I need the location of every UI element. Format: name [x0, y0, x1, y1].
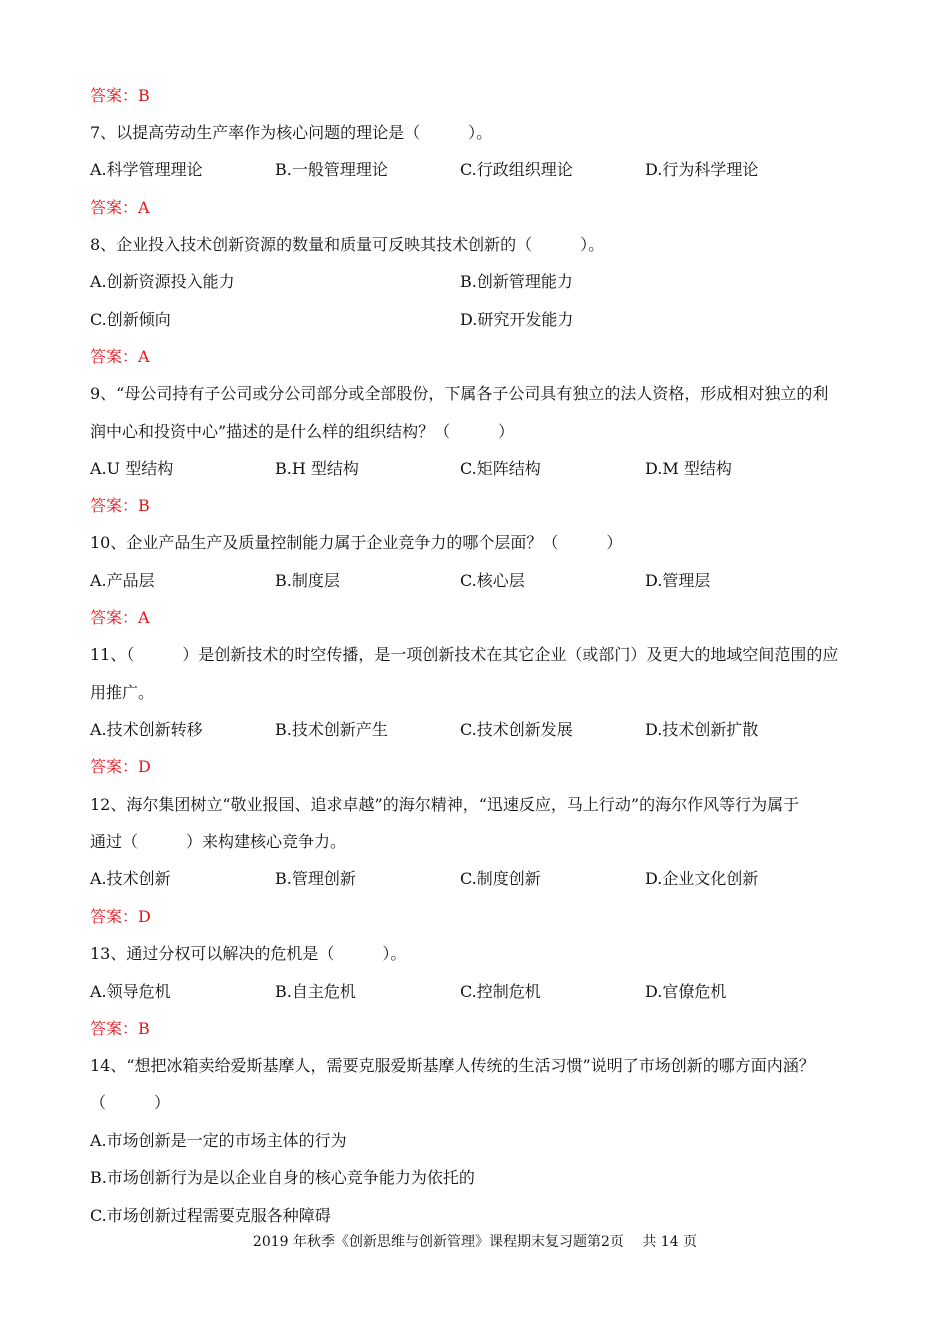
q8-option-b: B.创新管理能力	[460, 272, 573, 291]
question-14-line-1: 14、“想把冰箱卖给爱斯基摩人，需要克服爱斯基摩人传统的生活习惯”说明了市场创新的哪方面内涵？	[90, 1056, 815, 1075]
q12-option-a: A.技术创新	[90, 869, 171, 888]
question-11-line-1: 11、（ ）是创新技术的时空传播，是一项创新技术在其它企业（或部门）及更大的地域空间范围的应	[90, 645, 839, 664]
q11-option-a: A.技术创新转移	[90, 720, 203, 739]
answer-6: 答案：B	[90, 86, 150, 105]
answer-11: 答案：D	[90, 757, 151, 776]
q14-option-b: B.市场创新行为是以企业自身的核心竞争能力为依托的	[90, 1168, 475, 1187]
q8-option-d: D.研究开发能力	[460, 310, 574, 329]
q10-option-d: D.管理层	[645, 571, 711, 590]
q11-option-b: B.技术创新产生	[275, 720, 388, 739]
answer-9: 答案：B	[90, 496, 150, 515]
q7-option-d: D.行为科学理论	[645, 160, 759, 179]
q13-option-d: D.官僚危机	[645, 982, 727, 1001]
question-10: 10、企业产品生产及质量控制能力属于企业竞争力的哪个层面？（ ）	[90, 533, 623, 552]
answer-8: 答案：A	[90, 347, 150, 366]
q8-option-c: C.创新倾向	[90, 310, 171, 329]
q11-option-c: C.技术创新发展	[460, 720, 573, 739]
q12-option-b: B.管理创新	[275, 869, 356, 888]
q7-option-c: C.行政组织理论	[460, 160, 573, 179]
question-14-line-2: （ ）	[90, 1093, 171, 1112]
question-9-line-1: 9、“母公司持有子公司或分公司部分或全部股份，下属各子公司具有独立的法人资格，形成相对独立的利	[90, 384, 829, 403]
q10-option-b: B.制度层	[275, 571, 340, 590]
answer-10: 答案：A	[90, 608, 150, 627]
q13-option-a: A.领导危机	[90, 982, 171, 1001]
q9-option-a: A.U 型结构	[90, 459, 174, 478]
q13-option-b: B.自主危机	[275, 982, 356, 1001]
question-11-line-2: 用推广。	[90, 683, 155, 702]
q14-option-c: C.市场创新过程需要克服各种障碍	[90, 1206, 331, 1225]
question-7: 7、以提高劳动生产率作为核心问题的理论是（ ）。	[90, 123, 493, 142]
question-9-line-2: 润中心和投资中心”描述的是什么样的组织结构？（ ）	[90, 422, 515, 441]
question-12-line-1: 12、海尔集团树立“敬业报国、追求卓越”的海尔精神，“迅速反应，马上行动”的海尔作风等行为属于	[90, 795, 800, 814]
q14-option-a: A.市场创新是一定的市场主体的行为	[90, 1131, 347, 1150]
page-footer: 2019 年秋季《创新思维与创新管理》课程期末复习题第2页 共 14 页	[252, 1234, 698, 1250]
q13-option-c: C.控制危机	[460, 982, 541, 1001]
q9-option-c: C.矩阵结构	[460, 459, 541, 478]
q10-option-c: C.核心层	[460, 571, 525, 590]
answer-12: 答案：D	[90, 907, 151, 926]
q9-option-b: B.H 型结构	[275, 459, 359, 478]
q7-option-b: B.一般管理理论	[275, 160, 388, 179]
q11-option-d: D.技术创新扩散	[645, 720, 759, 739]
answer-7: 答案：A	[90, 198, 150, 217]
q10-option-a: A.产品层	[90, 571, 155, 590]
q9-option-d: D.M 型结构	[645, 459, 732, 478]
q12-option-c: C.制度创新	[460, 869, 541, 888]
q12-option-d: D.企业文化创新	[645, 869, 759, 888]
question-12-line-2: 通过（ ）来构建核心竞争力。	[90, 832, 347, 851]
q8-option-a: A.创新资源投入能力	[90, 272, 235, 291]
question-8: 8、企业投入技术创新资源的数量和质量可反映其技术创新的（ ）。	[90, 235, 605, 254]
q7-option-a: A.科学管理理论	[90, 160, 203, 179]
answer-13: 答案：B	[90, 1019, 150, 1038]
question-13: 13、通过分权可以解决的危机是（ ）。	[90, 944, 407, 963]
